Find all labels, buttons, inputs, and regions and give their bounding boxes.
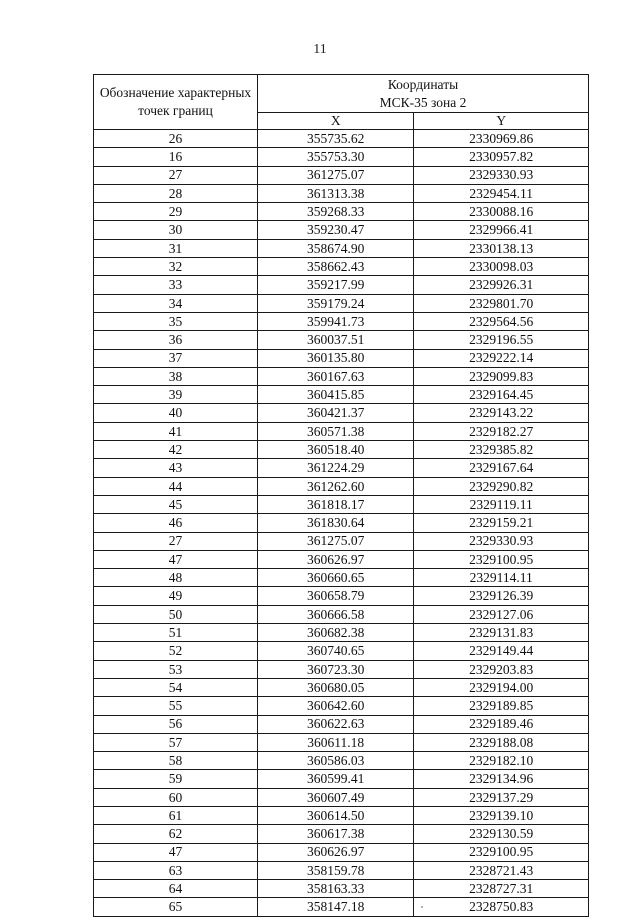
y-coordinate-cell: 2329188.08 (414, 733, 589, 751)
x-coordinate-cell: 360622.63 (258, 715, 414, 733)
coordinate-system-label: МСК-35 зона 2 (379, 94, 467, 110)
table-row (94, 550, 589, 568)
table-row (94, 276, 589, 294)
table-row (94, 203, 589, 221)
table-row (94, 715, 589, 733)
x-coordinate-cell: 358662.43 (258, 258, 414, 276)
x-coordinate-cell: 360666.58 (258, 605, 414, 623)
table-row (94, 459, 589, 477)
y-coordinate-cell: 2329100.95 (414, 550, 589, 568)
table-row (94, 349, 589, 367)
table-row (94, 477, 589, 495)
point-id-cell: 63 (94, 861, 258, 879)
y-coordinate-cell: 2329182.27 (414, 422, 589, 440)
y-coordinate-cell: 2329801.70 (414, 294, 589, 312)
table-row (94, 441, 589, 459)
point-id-cell: 27 (94, 166, 258, 184)
x-coordinate-cell: 360571.38 (258, 422, 414, 440)
y-coordinate-cell: 2330138.13 (414, 239, 589, 257)
y-coordinate-cell: 2329330.93 (414, 166, 589, 184)
y-coordinate-cell: 2329196.55 (414, 331, 589, 349)
scan-speck (421, 906, 423, 908)
x-coordinate-cell: 360037.51 (258, 331, 414, 349)
point-id-cell: 57 (94, 733, 258, 751)
y-coordinate-cell: 2329139.10 (414, 806, 589, 824)
x-coordinate-cell: 358163.33 (258, 880, 414, 898)
y-coordinate-cell: 2329130.59 (414, 825, 589, 843)
x-coordinate-cell: 359217.99 (258, 276, 414, 294)
y-coordinate-cell: 2329330.93 (414, 532, 589, 550)
x-coordinate-cell: 358147.18 (258, 898, 414, 916)
y-coordinate-cell: 2329119.11 (414, 495, 589, 513)
table-row (94, 221, 589, 239)
table-row (94, 697, 589, 715)
table-row (94, 404, 589, 422)
table-row (94, 733, 589, 751)
table-row (94, 569, 589, 587)
y-coordinate-cell: 2329385.82 (414, 441, 589, 459)
y-coordinate-cell: 2330957.82 (414, 148, 589, 166)
y-coordinate-cell: 2329143.22 (414, 404, 589, 422)
table-row (94, 148, 589, 166)
y-coordinate-cell: 2329564.56 (414, 312, 589, 330)
table-body (94, 130, 589, 917)
x-coordinate-cell: 361275.07 (258, 532, 414, 550)
y-coordinate-cell: 2329966.41 (414, 221, 589, 239)
table-row (94, 861, 589, 879)
y-coordinate-cell: 2328750.83 (414, 898, 589, 916)
y-coordinate-cell: 2329127.06 (414, 605, 589, 623)
x-coordinate-cell: 360167.63 (258, 367, 414, 385)
y-coordinate-cell: 2329926.31 (414, 276, 589, 294)
point-id-cell: 41 (94, 422, 258, 440)
y-coordinate-cell: 2329290.82 (414, 477, 589, 495)
x-coordinate-cell: 360586.03 (258, 752, 414, 770)
x-coordinate-cell: 360611.18 (258, 733, 414, 751)
point-id-cell: 53 (94, 660, 258, 678)
table-row (94, 367, 589, 385)
point-id-cell: 52 (94, 642, 258, 660)
y-coordinate-cell: 2329131.83 (414, 624, 589, 642)
point-id-cell: 28 (94, 184, 258, 202)
table-row (94, 642, 589, 660)
x-coordinate-cell: 359941.73 (258, 312, 414, 330)
point-id-cell: 55 (94, 697, 258, 715)
point-id-cell: 38 (94, 367, 258, 385)
table-row (94, 788, 589, 806)
point-id-cell: 35 (94, 312, 258, 330)
point-id-cell: 33 (94, 276, 258, 294)
table-row (94, 514, 589, 532)
y-coordinate-cell: 2329454.11 (414, 184, 589, 202)
coordinates-title: Координаты (387, 76, 459, 92)
x-coordinate-cell: 359230.47 (258, 221, 414, 239)
point-id-cell: 34 (94, 294, 258, 312)
table-row (94, 843, 589, 861)
y-coordinate-cell: 2329222.14 (414, 349, 589, 367)
point-id-cell: 40 (94, 404, 258, 422)
table-row (94, 239, 589, 257)
table-row (94, 898, 589, 916)
point-id-cell: 43 (94, 459, 258, 477)
table-row (94, 806, 589, 824)
coordinates-table (93, 74, 589, 917)
point-id-cell: 60 (94, 788, 258, 806)
point-id-cell: 65 (94, 898, 258, 916)
y-coordinate-cell: 2329134.96 (414, 770, 589, 788)
point-id-cell: 16 (94, 148, 258, 166)
coordinates-header (258, 75, 589, 113)
y-coordinate-cell: 2329149.44 (414, 642, 589, 660)
x-coordinate-cell: 361830.64 (258, 514, 414, 532)
y-coordinate-cell: 2329189.46 (414, 715, 589, 733)
point-id-cell: 58 (94, 752, 258, 770)
x-coordinate-cell: 361262.60 (258, 477, 414, 495)
y-coordinate-cell: 2329114.11 (414, 569, 589, 587)
x-coordinate-cell: 361818.17 (258, 495, 414, 513)
x-coordinate-cell: 360607.49 (258, 788, 414, 806)
table-row (94, 422, 589, 440)
x-coordinate-cell: 360518.40 (258, 441, 414, 459)
point-id-cell: 47 (94, 843, 258, 861)
x-coordinate-cell: 360599.41 (258, 770, 414, 788)
y-coordinate-cell: 2330088.16 (414, 203, 589, 221)
x-coordinate-cell: 360617.38 (258, 825, 414, 843)
point-id-cell: 42 (94, 441, 258, 459)
table-row (94, 624, 589, 642)
y-coordinate-cell: 2330969.86 (414, 130, 589, 148)
point-id-cell: 46 (94, 514, 258, 532)
point-id-cell: 56 (94, 715, 258, 733)
x-column-header: X (258, 113, 414, 130)
point-designation-header: Обозначение характерных точек границ (94, 75, 258, 130)
x-coordinate-cell: 360642.60 (258, 697, 414, 715)
point-id-cell: 45 (94, 495, 258, 513)
point-id-cell: 44 (94, 477, 258, 495)
y-coordinate-cell: 2329189.85 (414, 697, 589, 715)
y-coordinate-cell: 2329126.39 (414, 587, 589, 605)
point-id-cell: 54 (94, 678, 258, 696)
table-row (94, 130, 589, 148)
table-row (94, 166, 589, 184)
point-id-cell: 26 (94, 130, 258, 148)
page-number: 11 (313, 42, 327, 57)
x-coordinate-cell: 360660.65 (258, 569, 414, 587)
x-coordinate-cell: 355753.30 (258, 148, 414, 166)
y-coordinate-cell: 2328721.43 (414, 861, 589, 879)
point-id-cell: 36 (94, 331, 258, 349)
y-column-header: Y (414, 113, 589, 130)
table-row (94, 678, 589, 696)
table-row (94, 386, 589, 404)
x-coordinate-cell: 360740.65 (258, 642, 414, 660)
x-coordinate-cell: 360723.30 (258, 660, 414, 678)
point-id-cell: 47 (94, 550, 258, 568)
table-row (94, 660, 589, 678)
point-id-cell: 49 (94, 587, 258, 605)
y-coordinate-cell: 2328727.31 (414, 880, 589, 898)
point-id-cell: 30 (94, 221, 258, 239)
table-row (94, 331, 589, 349)
x-coordinate-cell: 360658.79 (258, 587, 414, 605)
table-row (94, 880, 589, 898)
y-coordinate-cell: 2330098.03 (414, 258, 589, 276)
table-row (94, 312, 589, 330)
x-coordinate-cell: 360680.05 (258, 678, 414, 696)
y-coordinate-cell: 2329203.83 (414, 660, 589, 678)
point-id-cell: 27 (94, 532, 258, 550)
point-id-cell: 62 (94, 825, 258, 843)
point-id-cell: 61 (94, 806, 258, 824)
table-row (94, 532, 589, 550)
point-id-cell: 59 (94, 770, 258, 788)
y-coordinate-cell: 2329137.29 (414, 788, 589, 806)
x-coordinate-cell: 355735.62 (258, 130, 414, 148)
x-coordinate-cell: 360415.85 (258, 386, 414, 404)
table-row (94, 294, 589, 312)
x-coordinate-cell: 358159.78 (258, 861, 414, 879)
point-id-cell: 51 (94, 624, 258, 642)
point-id-cell: 50 (94, 605, 258, 623)
point-id-cell: 48 (94, 569, 258, 587)
x-coordinate-cell: 359268.33 (258, 203, 414, 221)
point-id-cell: 39 (94, 386, 258, 404)
table-row (94, 752, 589, 770)
y-coordinate-cell: 2329167.64 (414, 459, 589, 477)
x-coordinate-cell: 360626.97 (258, 550, 414, 568)
point-id-cell: 37 (94, 349, 258, 367)
x-coordinate-cell: 360421.37 (258, 404, 414, 422)
x-coordinate-cell: 361275.07 (258, 166, 414, 184)
table-row (94, 605, 589, 623)
table-row (94, 184, 589, 202)
x-coordinate-cell: 358674.90 (258, 239, 414, 257)
x-coordinate-cell: 360614.50 (258, 806, 414, 824)
y-coordinate-cell: 2329159.21 (414, 514, 589, 532)
x-coordinate-cell: 360135.80 (258, 349, 414, 367)
table-row (94, 258, 589, 276)
x-coordinate-cell: 361224.29 (258, 459, 414, 477)
y-coordinate-cell: 2329100.95 (414, 843, 589, 861)
y-coordinate-cell: 2329099.83 (414, 367, 589, 385)
point-id-cell: 32 (94, 258, 258, 276)
point-id-cell: 29 (94, 203, 258, 221)
x-coordinate-cell: 361313.38 (258, 184, 414, 202)
table-row (94, 770, 589, 788)
point-id-cell: 64 (94, 880, 258, 898)
point-id-cell: 31 (94, 239, 258, 257)
x-coordinate-cell: 359179.24 (258, 294, 414, 312)
x-coordinate-cell: 360626.97 (258, 843, 414, 861)
x-coordinate-cell: 360682.38 (258, 624, 414, 642)
table-row (94, 825, 589, 843)
y-coordinate-cell: 2329194.00 (414, 678, 589, 696)
table-row (94, 587, 589, 605)
y-coordinate-cell: 2329164.45 (414, 386, 589, 404)
table-row (94, 495, 589, 513)
y-coordinate-cell: 2329182.10 (414, 752, 589, 770)
